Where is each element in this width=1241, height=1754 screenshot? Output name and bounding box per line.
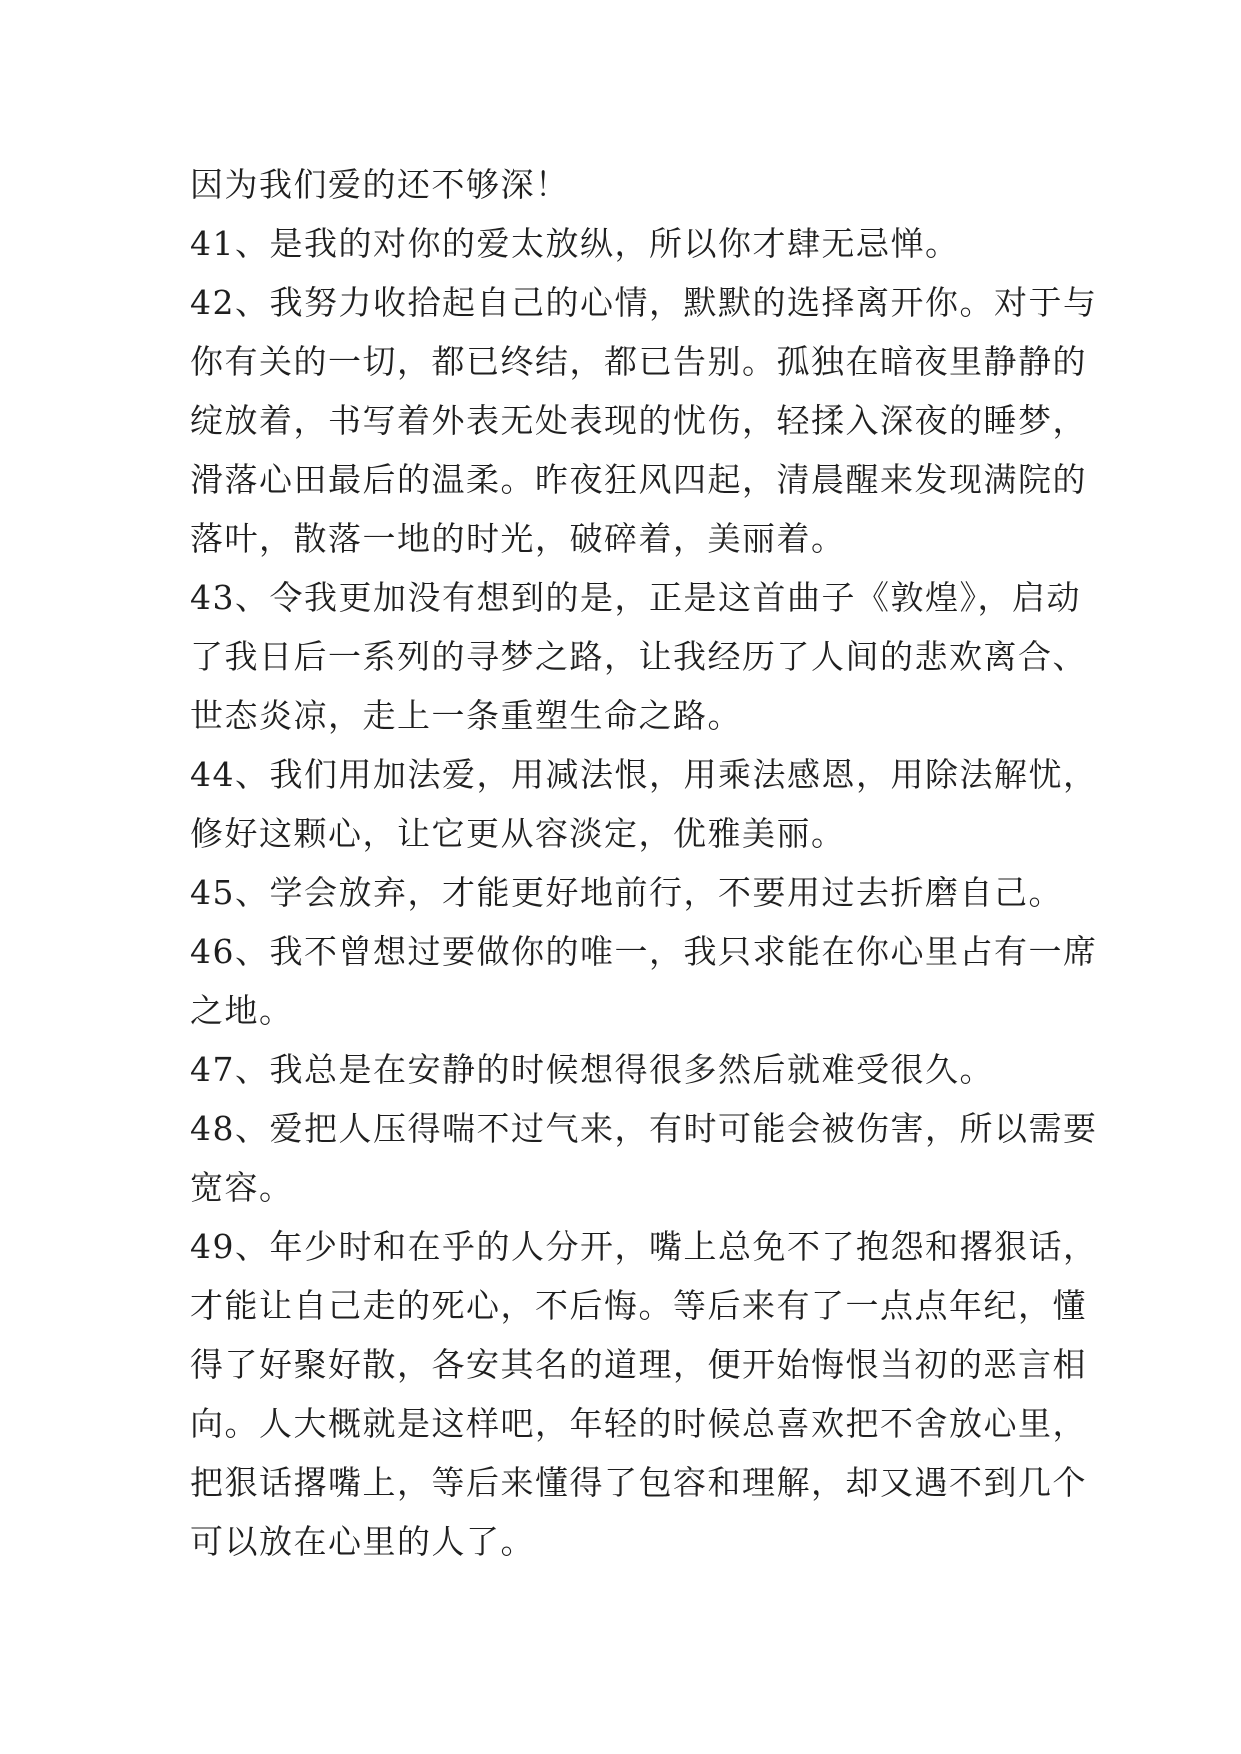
text-line: 之地。 — [190, 991, 294, 1030]
text-line: 45、学会放弃，才能更好地前行，不要用过去折磨自己。 — [190, 873, 1063, 912]
text-line: 得了好聚好散，各安其名的道理，便开始悔恨当初的恶言相 — [190, 1345, 1087, 1384]
text-line: 44、我们用加法爱，用减法恨，用乘法感恩，用除法解忧， — [190, 755, 1098, 794]
text-line: 49、年少时和在乎的人分开，嘴上总免不了抱怨和撂狠话， — [190, 1227, 1098, 1266]
text-line: 41、是我的对你的爱太放纵，所以你才肆无忌惮。 — [190, 224, 960, 263]
text-line: 了我日后一系列的寻梦之路，让我经历了人间的悲欢离合、 — [190, 637, 1087, 676]
text-line: 因为我们爱的还不够深！ — [190, 165, 570, 204]
text-line: 向。人大概就是这样吧，年轻的时候总喜欢把不舍放心里， — [190, 1404, 1087, 1443]
text-line: 你有关的一切，都已终结，都已告别。孤独在暗夜里静静的 — [190, 342, 1087, 381]
text-line: 47、我总是在安静的时候想得很多然后就难受很久。 — [190, 1050, 994, 1089]
text-line: 绽放着，书写着外表无处表现的忧伤，轻揉入深夜的睡梦， — [190, 401, 1087, 440]
text-line: 落叶，散落一地的时光，破碎着，美丽着。 — [190, 519, 846, 558]
text-line: 43、令我更加没有想到的是，正是这首曲子《敦煌》，启动 — [190, 578, 1081, 617]
text-line: 48、爱把人压得喘不过气来，有时可能会被伤害，所以需要 — [190, 1109, 1098, 1148]
text-line: 可以放在心里的人了。 — [190, 1522, 535, 1561]
text-line: 把狠话撂嘴上，等后来懂得了包容和理解，却又遇不到几个 — [190, 1463, 1087, 1502]
document-body — [190, 155, 1098, 1571]
text-line: 修好这颗心，让它更从容淡定，优雅美丽。 — [190, 814, 846, 853]
text-line: 滑落心田最后的温柔。昨夜狂风四起，清晨醒来发现满院的 — [190, 460, 1087, 499]
text-line: 42、我努力收拾起自己的心情，默默的选择离开你。对于与 — [190, 283, 1098, 322]
text-line: 才能让自己走的死心，不后悔。等后来有了一点点年纪，懂 — [190, 1286, 1087, 1325]
text-line: 世态炎凉，走上一条重塑生命之路。 — [190, 696, 742, 735]
text-line: 46、我不曾想过要做你的唯一，我只求能在你心里占有一席 — [190, 932, 1098, 971]
text-line: 宽容。 — [190, 1168, 294, 1207]
